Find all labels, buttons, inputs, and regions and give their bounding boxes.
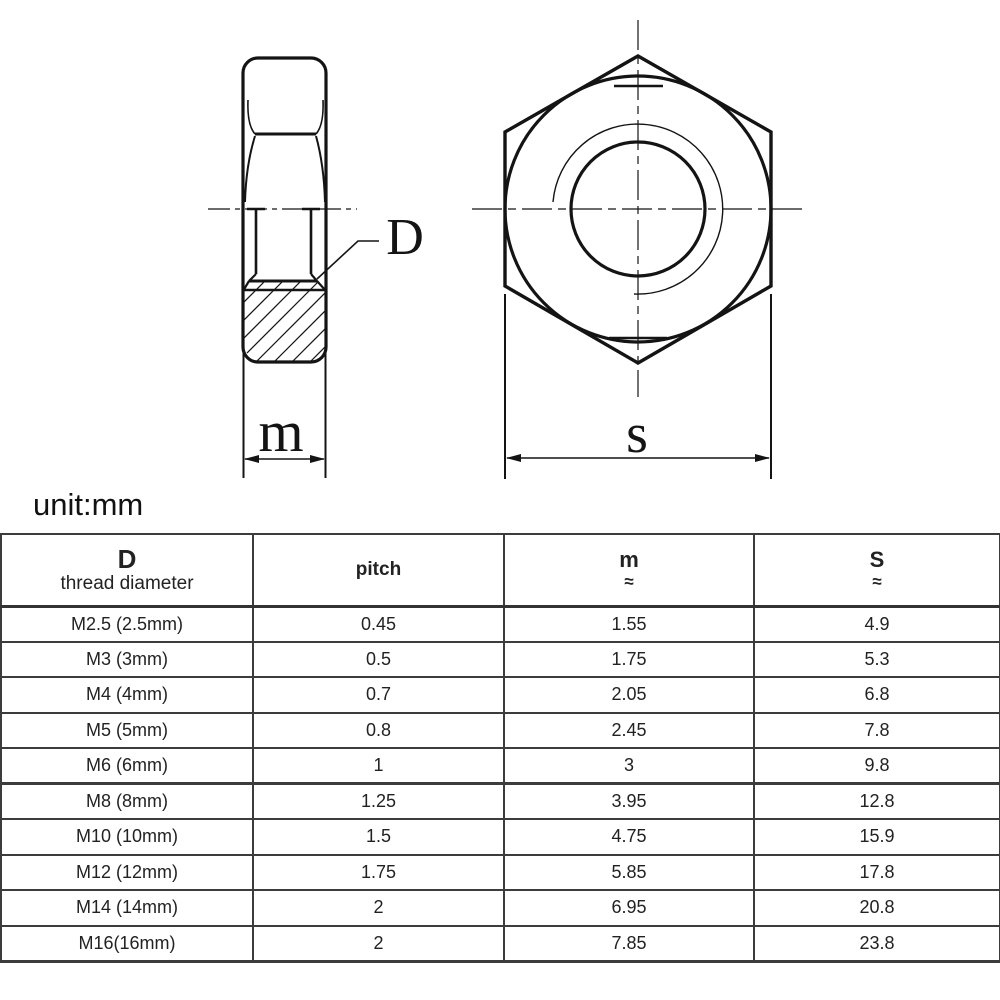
cell-m: 7.85	[504, 926, 754, 962]
cell-size: M4 (4mm)	[1, 677, 253, 713]
header-title: S	[869, 546, 885, 572]
arrowhead-right	[755, 454, 770, 462]
table-header-row	[1, 534, 1000, 606]
cell-m: 3.95	[504, 784, 754, 820]
cell-size: M8 (8mm)	[1, 784, 253, 820]
cell-size: M3 (3mm)	[1, 642, 253, 678]
cell-m: 2.05	[504, 677, 754, 713]
cell-m: 1.75	[504, 642, 754, 678]
table-row	[1, 713, 1000, 749]
cell-pitch: 1	[253, 748, 504, 784]
header-title: pitch	[355, 558, 402, 580]
arrowhead-right	[310, 455, 325, 463]
cell-size: M14 (14mm)	[1, 890, 253, 926]
cell-pitch: 2	[253, 890, 504, 926]
cell-s: 6.8	[754, 677, 1000, 713]
cell-pitch: 0.45	[253, 606, 504, 642]
arrowhead-left	[244, 455, 259, 463]
header-title: D	[117, 543, 137, 574]
column-header-pitch	[253, 534, 504, 606]
column-header-d	[1, 534, 253, 606]
cell-m: 1.55	[504, 606, 754, 642]
table-row	[1, 748, 1000, 784]
cell-s: 20.8	[754, 890, 1000, 926]
header-subtitle: ≈	[872, 571, 882, 591]
cell-pitch: 0.5	[253, 642, 504, 678]
header-subtitle: ≈	[624, 571, 634, 591]
cell-pitch: 1.5	[253, 819, 504, 855]
arrowhead-left	[506, 454, 521, 462]
table-row	[1, 606, 1000, 642]
facet-arc-lower-left	[245, 136, 255, 202]
front-view	[472, 20, 802, 479]
side-view	[160, 58, 424, 478]
label-s: s	[626, 403, 648, 465]
column-header-m	[504, 534, 754, 606]
unit-label: unit:mm	[33, 487, 144, 522]
section-hatching	[160, 268, 404, 368]
table-row	[1, 819, 1000, 855]
cell-s: 4.9	[754, 606, 1000, 642]
column-header-s	[754, 534, 1000, 606]
facet-arc-lower-right	[316, 136, 325, 202]
cell-size: M16(16mm)	[1, 926, 253, 962]
cell-m: 2.45	[504, 713, 754, 749]
label-m: m	[258, 399, 304, 464]
cell-s: 23.8	[754, 926, 1000, 962]
cell-pitch: 1.25	[253, 784, 504, 820]
facet-arc-upper-left	[248, 100, 255, 134]
cell-pitch: 2	[253, 926, 504, 962]
table-row	[1, 784, 1000, 820]
cell-m: 5.85	[504, 855, 754, 891]
cell-size: M10 (10mm)	[1, 819, 253, 855]
cell-size: M12 (12mm)	[1, 855, 253, 891]
cell-m: 6.95	[504, 890, 754, 926]
cell-pitch: 0.7	[253, 677, 504, 713]
cell-pitch: 1.75	[253, 855, 504, 891]
cell-s: 15.9	[754, 819, 1000, 855]
cell-s: 5.3	[754, 642, 1000, 678]
dimension-m	[244, 352, 326, 478]
cell-s: 9.8	[754, 748, 1000, 784]
header-title: m	[619, 546, 639, 572]
table-row	[1, 890, 1000, 926]
cell-s: 17.8	[754, 855, 1000, 891]
cell-s: 7.8	[754, 713, 1000, 749]
table-row	[1, 677, 1000, 713]
cell-s: 12.8	[754, 784, 1000, 820]
facet-arc-upper-right	[316, 100, 323, 134]
label-d: D	[386, 209, 424, 266]
cell-size: M2.5 (2.5mm)	[1, 606, 253, 642]
table-row	[1, 926, 1000, 962]
cell-size: M5 (5mm)	[1, 713, 253, 749]
table-row	[1, 855, 1000, 891]
cell-size: M6 (6mm)	[1, 748, 253, 784]
cell-pitch: 0.8	[253, 713, 504, 749]
header-subtitle: thread diameter	[60, 572, 194, 594]
spec-table	[0, 533, 1000, 963]
cell-m: 3	[504, 748, 754, 784]
cell-m: 4.75	[504, 819, 754, 855]
table-row	[1, 642, 1000, 678]
